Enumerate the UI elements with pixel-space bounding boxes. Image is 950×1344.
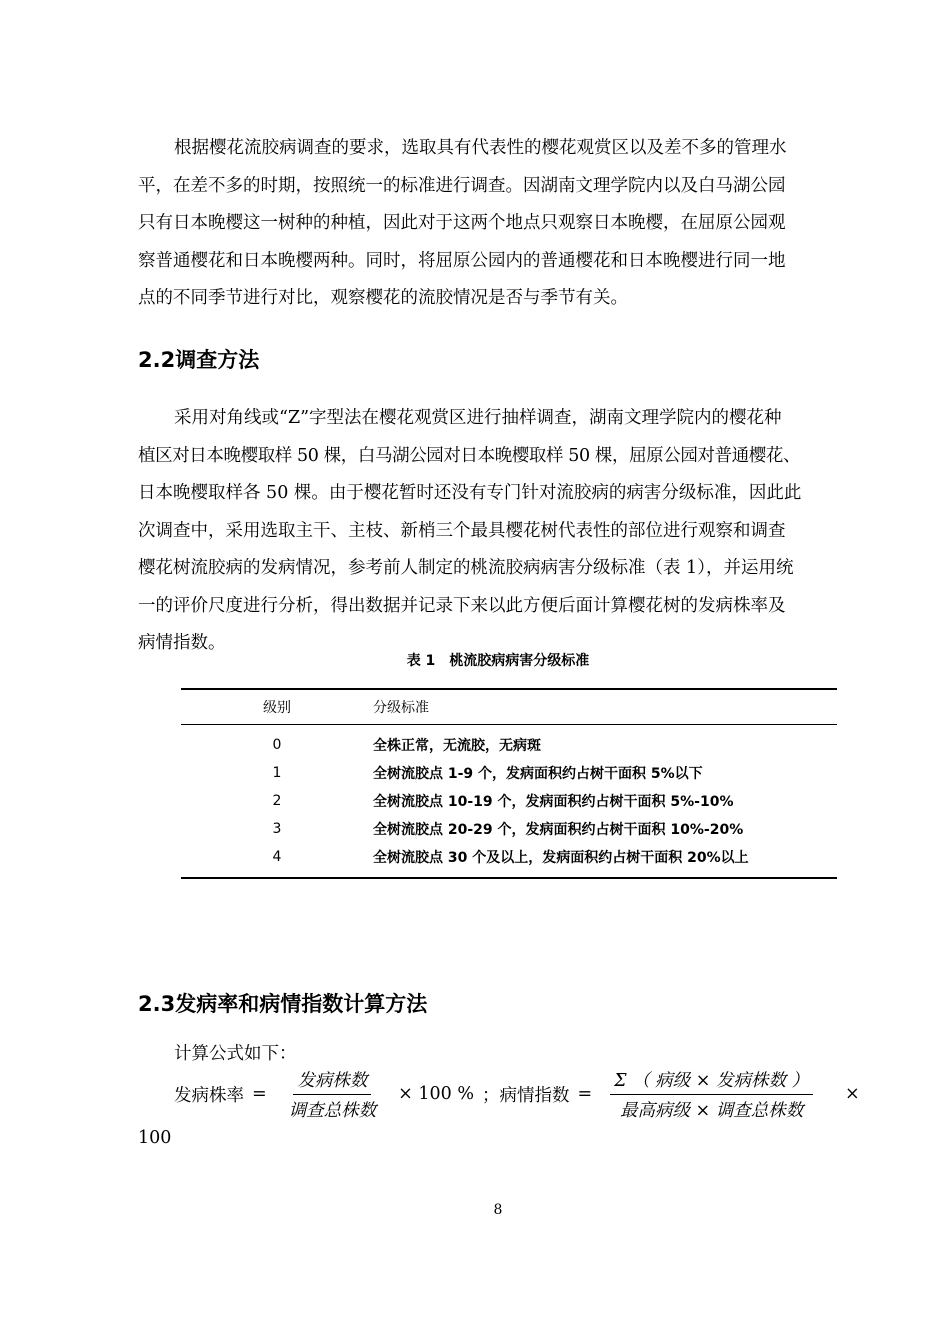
paragraph-line: 点的不同季节进行对比，观察樱花的流胶情况是否与季节有关。 <box>138 288 628 308</box>
formula2-multiplier: 100 <box>138 1128 172 1148</box>
paragraph-line: 樱花树流胶病的发病情况，参考前人制定的桃流胶病病害分级标准（表 1），并运用统 <box>138 558 794 578</box>
paragraph-line: 采用对角线或“Z”字型法在樱花观赏区进行抽样调查，湖南文理学院内的樱花种 <box>174 408 782 428</box>
table-header-row <box>181 689 837 725</box>
section-heading-2-3 <box>138 988 427 1018</box>
formula-line <box>174 1068 868 1120</box>
table-title: 桃流胶病病害分级标准 <box>449 653 590 669</box>
formula2-label: 病情指数 <box>499 1085 570 1106</box>
formula2-times: × <box>845 1084 860 1104</box>
paragraph-line: 次调查中，采用选取主干、主枝、新梢三个最具樱花树代表性的部位进行观察和调查 <box>138 520 786 541</box>
equals-sign: = <box>252 1084 267 1104</box>
table-row <box>181 843 837 878</box>
header-grade: 级别 <box>181 689 373 725</box>
paragraph-line: 日本晚樱取样各 50 棵。由于樱花暂时还没有专门针对流胶病的病害分级标准，因此此 <box>138 483 802 503</box>
grading-table <box>181 688 837 879</box>
paragraph-line: 根据樱花流胶病调查的要求，选取具有代表性的樱花观赏区以及差不多的管理水 <box>174 138 787 158</box>
page-number: 8 <box>493 1202 503 1218</box>
criteria-cell: 全树流胶点 30 个及以上，发病面积约占树干面积 20%以上 <box>373 850 749 866</box>
table-row <box>181 759 837 787</box>
formula1-fraction <box>285 1067 381 1122</box>
fraction-numerator: 发病株数 <box>293 1067 371 1095</box>
grade-cell: 3 <box>272 821 282 837</box>
table-row <box>181 725 837 760</box>
formula-intro: 计算公式如下： <box>174 1044 297 1064</box>
section-number: 2.2 <box>138 348 176 372</box>
section-heading-2-2 <box>138 344 259 374</box>
grade-cell: 1 <box>272 765 282 781</box>
paragraph-line: 平，在差不多的时期，按照统一的标准进行调查。因湖南文理学院内以及白马湖公园 <box>138 175 786 196</box>
paragraph-line: 病情指数。 <box>138 633 226 653</box>
paragraph-line: 只有日本晚樱这一树种的种植，因此对于这两个地点只观察日本晚樱，在屈原公园观 <box>138 213 786 233</box>
section-number: 2.3 <box>138 992 176 1016</box>
table-row <box>181 787 837 815</box>
criteria-cell: 全株正常，无流胶，无病斑 <box>373 738 541 754</box>
equals-sign: = <box>577 1084 593 1104</box>
formula1-multiplier: × 100 % <box>398 1084 474 1104</box>
methods-paragraph <box>138 400 862 663</box>
grade-cell: 4 <box>272 849 282 865</box>
fraction-denominator: 调查总株数 <box>288 1100 377 1121</box>
formula-separator: ； <box>482 1085 500 1106</box>
criteria-cell: 全树流胶点 10-19 个，发病面积约占树干面积 5%-10% <box>373 794 734 810</box>
criteria-cell: 全树流胶点 20-29 个，发病面积约占树干面积 10%-20% <box>373 822 744 838</box>
intro-paragraph <box>138 130 862 318</box>
section-title: 发病率和病情指数计算方法 <box>175 992 428 1016</box>
paragraph-line: 一的评价尺度进行分析，得出数据并记录下来以此方便后面计算樱花树的发病株率及 <box>138 595 786 616</box>
section-title: 调查方法 <box>175 348 260 372</box>
formula1-label: 发病株率 <box>174 1085 244 1106</box>
table-caption <box>0 650 950 670</box>
paragraph-line: 察普通樱花和日本晚樱两种。同时，将屈原公园内的普通樱花和日本晚樱进行同一地 <box>138 250 786 271</box>
grade-cell: 0 <box>272 737 282 753</box>
fraction-numerator: Σ （ 病级 × 发病株数 ） <box>610 1067 813 1095</box>
grade-cell: 2 <box>272 793 282 809</box>
table-label: 表 1 <box>406 653 436 669</box>
formula2-fraction <box>610 1067 813 1122</box>
table-row <box>181 815 837 843</box>
fraction-denominator: 最高病级 × 调查总株数 <box>619 1100 804 1121</box>
header-criteria: 分级标准 <box>373 689 837 725</box>
paragraph-line: 植区对日本晚樱取样 50 棵，白马湖公园对日本晚樱取样 50 棵，屈原公园对普通樱花、 <box>138 445 801 466</box>
criteria-cell: 全树流胶点 1-9 个，发病面积约占树干面积 5%以下 <box>373 766 703 782</box>
